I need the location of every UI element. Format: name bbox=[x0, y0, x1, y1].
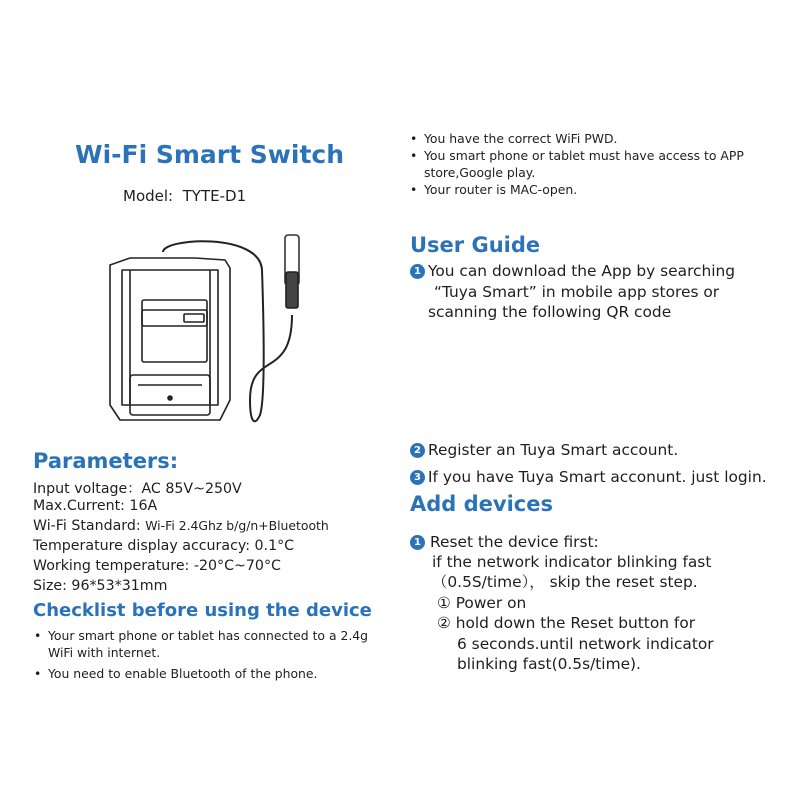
parameters-heading: Parameters: bbox=[33, 449, 179, 473]
step-3-text: If you have Tuya Smart acconunt. just login. bbox=[428, 468, 767, 486]
step-1-text bbox=[428, 261, 735, 323]
requirements-list bbox=[410, 130, 770, 198]
list-item: • You need to enable Bluetooth of the phone. bbox=[34, 665, 384, 682]
list-item: • Your smart phone or tablet has connected to a 2.4g WiFi with internet. bbox=[34, 627, 384, 661]
param-value: AC 85V~250V bbox=[141, 481, 242, 497]
reset-line: Reset the device first: bbox=[430, 533, 599, 551]
model-label: Model: bbox=[123, 187, 174, 205]
reset-substep: ② hold down the Reset button for bbox=[437, 614, 696, 632]
param-temp-accuracy: Temperature display accuracy: 0.1°C bbox=[33, 538, 295, 554]
list-item: • Your router is MAC-open. bbox=[410, 181, 770, 198]
model-line bbox=[123, 187, 246, 205]
param-input-voltage bbox=[33, 478, 242, 498]
param-size: Size: 96*53*31mm bbox=[33, 578, 168, 594]
step-1-line: scanning the following QR code bbox=[428, 303, 672, 321]
reset-substep: blinking fast(0.5s/time). bbox=[457, 655, 641, 673]
step-1-line: You can download the App by searching bbox=[428, 262, 736, 280]
page-title: Wi-Fi Smart Switch bbox=[75, 140, 345, 169]
user-guide-heading: User Guide bbox=[410, 233, 541, 257]
reset-step-badge-icon: 1 bbox=[410, 535, 425, 550]
param-working-temp: Working temperature: -20°C~70°C bbox=[33, 558, 281, 574]
model-value: TYTE-D1 bbox=[182, 187, 247, 205]
step-1-badge-icon: 1 bbox=[410, 264, 425, 279]
reset-line: （0.5S/time）， skip the reset step. bbox=[432, 573, 698, 591]
reset-substep: ① Power on bbox=[437, 594, 527, 612]
list-item: • You smart phone or tablet must have access to APP store,Google play. bbox=[410, 147, 770, 181]
param-value: Wi-Fi 2.4Ghz b/g/n+Bluetooth bbox=[145, 518, 329, 533]
param-max-current: Max.Current: 16A bbox=[33, 498, 158, 514]
list-item: • You have the correct WiFi PWD. bbox=[410, 130, 770, 147]
checklist-heading: Checklist before using the device bbox=[33, 600, 372, 621]
step-2-badge-icon: 2 bbox=[410, 443, 425, 458]
step-1-line: “Tuya Smart” in mobile app stores or bbox=[434, 282, 720, 301]
reset-line: if the network indicator blinking fast bbox=[432, 553, 712, 571]
reset-substep: 6 seconds.until network indicator bbox=[457, 635, 714, 653]
step-2-text: Register an Tuya Smart account. bbox=[428, 441, 679, 459]
device-illustration bbox=[100, 230, 300, 430]
checklist-list bbox=[34, 627, 384, 686]
param-label: Input voltage： bbox=[33, 481, 142, 497]
add-devices-heading: Add devices bbox=[410, 492, 553, 516]
step-3-badge-icon: 3 bbox=[410, 470, 425, 485]
param-wifi-standard bbox=[33, 518, 329, 534]
param-label: Wi-Fi Standard: bbox=[33, 518, 141, 534]
